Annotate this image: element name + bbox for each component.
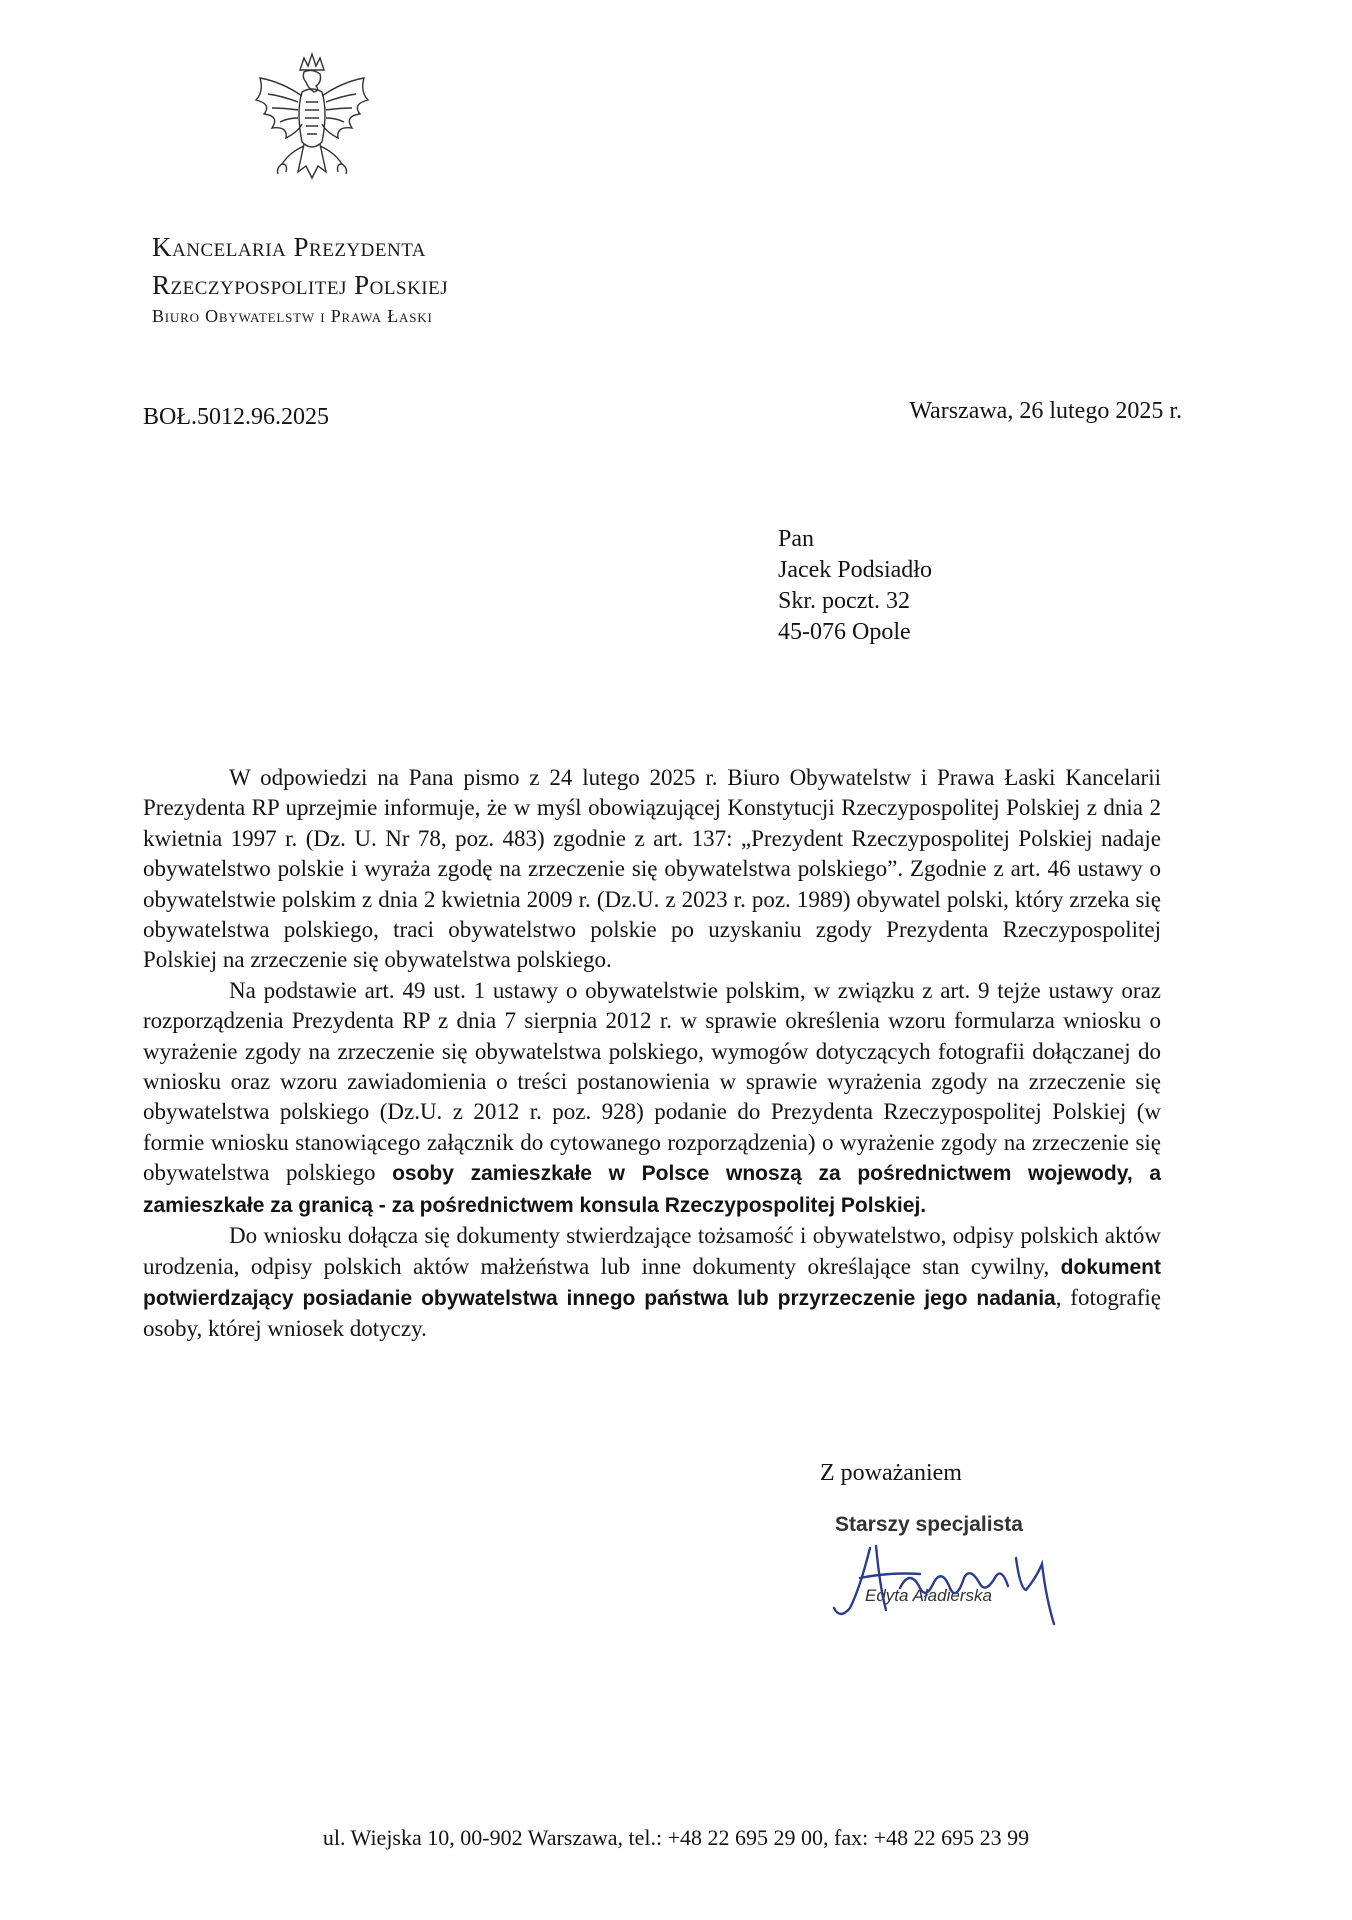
paragraph-2-text: Na podstawie art. 49 ust. 1 ustawy o obywatelstwie polskim, w związku z art. 9 tejże ustawy oraz rozporządzenia Prezydenta RP z dnia 7 sierpnia 2012 r. w sprawie określenia wzoru formularza wniosku o wyrażenie zgody na zrzeczenie się obywatelstwa polskiego, wymogów dotyczących fotografii dołączanej do wniosku oraz wzoru zawiadomienia o treści postanowienia w sprawie wyrażenia zgody na zrzeczenie się obywatelstwa polskiego (Dz.U. z 2012 r. poz. 928) podanie do Prezydenta Rzeczypospolitej Polskiej (w formie wniosku stanowiącego załącznik do cytowanego rozporządzenia) o wyrażenie zgody na zrzeczenie się obywatelstwa polskiego — [143, 977, 1161, 1186]
letter-body — [143, 763, 1161, 1345]
institution-name-line1: Kancelaria Prezydenta — [152, 232, 426, 262]
paragraph-3-end: , fotografię osoby, której wniosek dotyczy. — [143, 1284, 1161, 1342]
reference-number: BOŁ.5012.96.2025 — [143, 404, 329, 430]
institution-name-line2: Rzeczypospolitej Polskiej — [152, 270, 449, 300]
addressee-postal-city: 45-076 Opole — [778, 619, 911, 645]
handwritten-signature — [830, 1528, 1080, 1628]
department-name: Biuro Obywatelstw i Prawa Łaski — [152, 306, 433, 326]
paragraph-2 — [143, 976, 1161, 1221]
place-date: Warszawa, 26 lutego 2025 r. — [909, 398, 1182, 424]
signature-stamp-name: Edyta Aładierska — [865, 1586, 992, 1605]
paragraph-2-bold: osoby zamieszkałe w Polsce wnoszą za pośrednictwem wojewody, a zamieszkałe za granicą - za pośrednictwem konsula Rzeczypospolitej Polskiej. — [143, 1162, 1161, 1217]
signature-stamp-title: Starszy specjalista — [835, 1513, 1023, 1536]
paragraph-3 — [143, 1221, 1161, 1345]
addressee-salutation: Pan — [778, 526, 814, 552]
addressee-name: Jacek Podsiadło — [778, 557, 932, 583]
addressee-block — [778, 524, 932, 648]
footer-contact: ul. Wiejska 10, 00-902 Warszawa, tel.: +48 22 695 29 00, fax: +48 22 695 23 99 — [322, 1825, 1030, 1850]
paragraph-1: W odpowiedzi na Pana pismo z 24 lutego 2025 r. Biuro Obywatelstw i Prawa Łaski Kancelarii Prezydenta RP uprzejmie informuje, że w myśl obowiązującej Konstytucji Rzeczypospolitej Polskiej z dnia 2 kwietnia 1997 r. (Dz. U. Nr 78, poz. 483) zgodnie z art. 137: „Prezydent Rzeczypospolitej Polskiej nadaje obywatelstwo polskie i wyraża zgodę na zrzeczenie się obywatelstwa polskiego”. Zgodnie z art. 46 ustawy o obywatelstwie polskim z dnia 2 kwietnia 2009 r. (Dz.U. z 2023 r. poz. 1989) obywatel polski, który zrzeka się obywatelstwa polskiego, traci obywatelstwo polskie po uzyskaniu zgody Prezydenta Rzeczypospolitej Polskiej na zrzeczenie się obywatelstwa polskiego. — [143, 765, 1161, 973]
paragraph-3-bold: dokument potwierdzający posiadanie obywatelstwa innego państwa lub przyrzeczenie jego nadania — [143, 1255, 1162, 1310]
paragraph-3-text: Do wniosku dołącza się dokumenty stwierdzające tożsamość i obywatelstwo, odpisy polskich aktów urodzenia, odpisy polskich aktów małżeństwa lub inne dokumenty określające stan cywilny, — [143, 1223, 1161, 1279]
closing-phrase: Z poważaniem — [820, 1460, 962, 1486]
addressee-po-box: Skr. poczt. 32 — [778, 588, 910, 614]
eagle-emblem-icon — [242, 52, 382, 212]
